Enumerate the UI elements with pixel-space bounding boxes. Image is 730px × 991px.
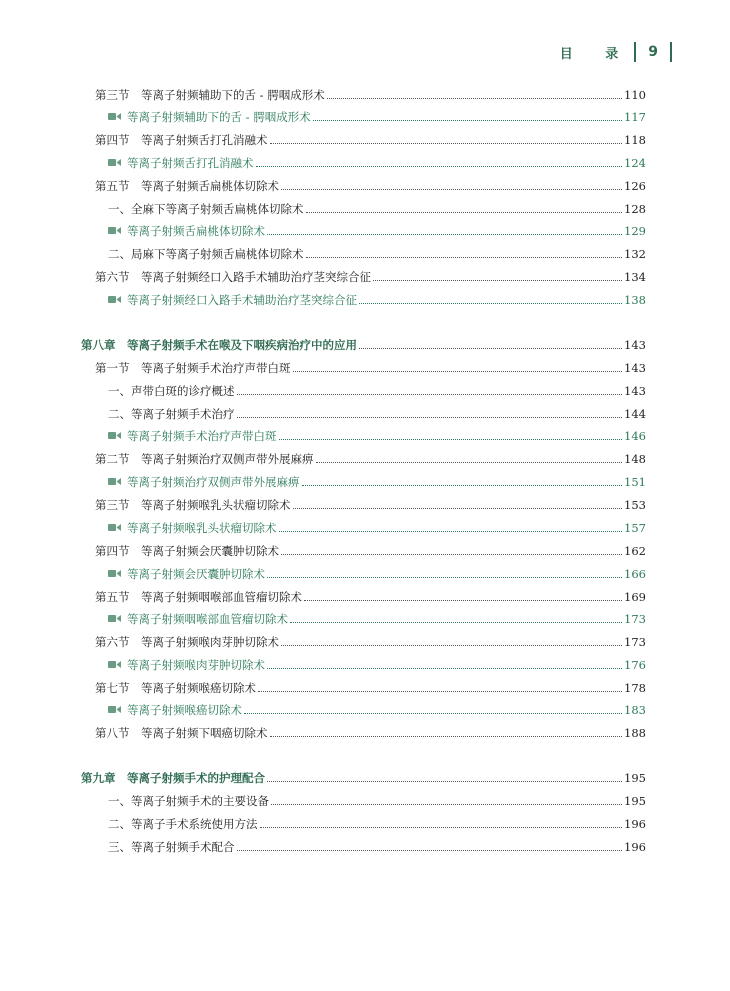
- toc-entry-page: 157: [624, 521, 646, 535]
- toc-entry[interactable]: [95, 357, 646, 375]
- toc-entry-page: 196: [624, 817, 646, 831]
- toc-entry-page: 143: [624, 384, 646, 398]
- toc-entry-page: 134: [624, 270, 646, 284]
- toc-entry[interactable]: [95, 631, 646, 649]
- dot-leader: [279, 439, 623, 440]
- dot-leader: [260, 827, 623, 828]
- video-icon: [108, 226, 121, 235]
- toc-entry-label: 第五节 等离子射频咽喉部血管瘤切除术: [95, 590, 302, 604]
- dot-leader: [256, 166, 623, 167]
- toc-entry-label: 等离子射频喉肉芽肿切除术: [127, 658, 265, 672]
- toc-entry[interactable]: [95, 175, 646, 193]
- toc-entry-page: 169: [624, 590, 646, 604]
- toc-entry-page: 144: [624, 407, 646, 421]
- dot-leader: [293, 371, 623, 372]
- toc-entry[interactable]: [108, 836, 646, 854]
- toc-entry-page: 138: [624, 293, 646, 307]
- toc-entry-page: 132: [624, 247, 646, 261]
- dot-leader: [279, 531, 623, 532]
- dot-leader: [293, 508, 623, 509]
- video-icon: [108, 614, 121, 623]
- toc-entry[interactable]: [108, 198, 646, 216]
- toc-entry-page: 183: [624, 703, 646, 717]
- toc-entry-label: 等离子射频手术治疗声带白斑: [127, 429, 277, 443]
- toc-entry-label: 一、全麻下等离子射频舌扁桃体切除术: [108, 202, 304, 216]
- toc-entry-label: 等离子射频喉癌切除术: [127, 703, 242, 717]
- dot-leader: [237, 850, 623, 851]
- toc-entry-page: 146: [624, 429, 646, 443]
- dot-leader: [244, 713, 622, 714]
- dot-leader: [271, 804, 622, 805]
- dot-leader: [267, 577, 622, 578]
- toc-entry-label: 第九章 等离子射频手术的护理配合: [81, 771, 265, 785]
- toc-video-entry[interactable]: [108, 289, 646, 307]
- toc-entry-page: 129: [624, 224, 646, 238]
- toc-entry-label: 第三节 等离子射频喉乳头状瘤切除术: [95, 498, 291, 512]
- header-title: 目 录: [559, 46, 633, 62]
- toc-entry[interactable]: [95, 540, 646, 558]
- dot-leader: [270, 736, 623, 737]
- dot-leader: [281, 554, 622, 555]
- toc-entry-label: 第六节 等离子射频经口入路手术辅助治疗茎突综合征: [95, 270, 371, 284]
- toc-chapter-entry[interactable]: [81, 767, 646, 785]
- toc-entry-label: 等离子射频舌扁桃体切除术: [127, 224, 265, 238]
- toc-video-entry[interactable]: [108, 471, 646, 489]
- toc-entry-page: 126: [624, 179, 646, 193]
- toc-entry[interactable]: [95, 84, 646, 102]
- dot-leader: [281, 645, 622, 646]
- toc-chapter-entry[interactable]: [81, 334, 646, 352]
- toc-entry-label: 二、局麻下等离子射频舌扁桃体切除术: [108, 247, 304, 261]
- toc-entry[interactable]: [95, 129, 646, 147]
- dot-leader: [290, 622, 622, 623]
- toc-entry-label: 等离子射频舌打孔消融术: [127, 156, 254, 170]
- toc-entry[interactable]: [95, 448, 646, 466]
- toc-entry-page: 178: [624, 681, 646, 695]
- dot-leader: [258, 691, 622, 692]
- dot-leader: [316, 462, 623, 463]
- toc-entry[interactable]: [95, 722, 646, 740]
- toc-entry-label: 第四节 等离子射频会厌囊肿切除术: [95, 544, 279, 558]
- toc-entry-label: 二、等离子手术系统使用方法: [108, 817, 258, 831]
- toc-video-entry[interactable]: [108, 608, 646, 626]
- toc-entry[interactable]: [95, 494, 646, 512]
- toc-video-entry[interactable]: [108, 563, 646, 581]
- page-header: [560, 40, 672, 64]
- video-icon: [108, 523, 121, 532]
- toc-entry-page: 195: [624, 771, 646, 785]
- toc-entry-label: 第六节 等离子射频喉肉芽肿切除术: [95, 635, 279, 649]
- toc-entry-label: 第二节 等离子射频治疗双侧声带外展麻痹: [95, 452, 314, 466]
- toc-entry-page: 151: [624, 475, 646, 489]
- toc-video-entry[interactable]: [108, 654, 646, 672]
- video-icon: [108, 477, 121, 486]
- video-icon: [108, 660, 121, 669]
- toc-entry[interactable]: [95, 266, 646, 284]
- toc-entry-label: 等离子射频辅助下的舌 - 腭咽成形术: [127, 110, 311, 124]
- toc-entry-label: 第八节 等离子射频下咽癌切除术: [95, 726, 268, 740]
- dot-leader: [306, 212, 623, 213]
- toc-entry-label: 一、等离子射频手术的主要设备: [108, 794, 269, 808]
- dot-leader: [237, 394, 623, 395]
- toc-entry-label: 三、等离子射频手术配合: [108, 840, 235, 854]
- dot-leader: [270, 143, 623, 144]
- toc-entry-page: 173: [624, 612, 646, 626]
- toc-entry-label: 二、等离子射频手术治疗: [108, 407, 235, 421]
- toc-entry-page: 173: [624, 635, 646, 649]
- toc-entry-page: 143: [624, 338, 646, 352]
- toc-entry[interactable]: [108, 380, 646, 398]
- dot-leader: [267, 781, 622, 782]
- toc-entry-page: 176: [624, 658, 646, 672]
- dot-leader: [359, 348, 622, 349]
- toc-entry-page: 110: [624, 88, 646, 102]
- video-icon: [108, 569, 121, 578]
- toc-entry[interactable]: [108, 403, 646, 421]
- toc-entry-page: 117: [624, 110, 646, 124]
- toc-entry-page: 118: [624, 133, 646, 147]
- dot-leader: [267, 668, 622, 669]
- toc-entry-label: 等离子射频咽喉部血管瘤切除术: [127, 612, 288, 626]
- video-icon: [108, 295, 121, 304]
- header-divider-right: [670, 42, 672, 62]
- toc-entry-label: 等离子射频经口入路手术辅助治疗茎突综合征: [127, 293, 357, 307]
- toc-entry-page: 153: [624, 498, 646, 512]
- toc-entry-label: 第八章 等离子射频手术在喉及下咽疾病治疗中的应用: [81, 338, 357, 352]
- toc-video-entry[interactable]: [108, 699, 646, 717]
- dot-leader: [327, 98, 622, 99]
- toc-video-entry[interactable]: [108, 220, 646, 238]
- toc-entry-page: 128: [624, 202, 646, 216]
- header-page-number: 9: [648, 44, 658, 60]
- dot-leader: [304, 600, 622, 601]
- toc-entry[interactable]: [108, 790, 646, 808]
- dot-leader: [359, 303, 622, 304]
- dot-leader: [237, 417, 623, 418]
- toc-entry-label: 第三节 等离子射频辅助下的舌 - 腭咽成形术: [95, 88, 325, 102]
- header-divider: [634, 42, 636, 62]
- toc-entry-page: 143: [624, 361, 646, 375]
- toc-entry-page: 166: [624, 567, 646, 581]
- toc-entry-page: 188: [624, 726, 646, 740]
- toc-entry-label: 等离子射频喉乳头状瘤切除术: [127, 521, 277, 535]
- toc-entry[interactable]: [108, 813, 646, 831]
- toc-entry-label: 一、声带白斑的诊疗概述: [108, 384, 235, 398]
- video-icon: [108, 158, 121, 167]
- toc-entry-label: 第七节 等离子射频喉癌切除术: [95, 681, 256, 695]
- toc-video-entry[interactable]: [108, 106, 646, 124]
- dot-leader: [313, 120, 622, 121]
- toc-entry-label: 第五节 等离子射频舌扁桃体切除术: [95, 179, 279, 193]
- toc-entry[interactable]: [95, 586, 646, 604]
- toc-entry-label: 第四节 等离子射频舌打孔消融术: [95, 133, 268, 147]
- toc-entry-label: 等离子射频会厌囊肿切除术: [127, 567, 265, 581]
- dot-leader: [267, 234, 622, 235]
- toc-video-entry[interactable]: [108, 152, 646, 170]
- toc-entry-page: 148: [624, 452, 646, 466]
- toc-entry-page: 124: [624, 156, 646, 170]
- toc-entry[interactable]: [108, 243, 646, 261]
- toc-entry-page: 195: [624, 794, 646, 808]
- dot-leader: [373, 280, 622, 281]
- video-icon: [108, 705, 121, 714]
- dot-leader: [281, 189, 622, 190]
- toc-entry[interactable]: [95, 677, 646, 695]
- dot-leader: [306, 257, 623, 258]
- dot-leader: [302, 485, 623, 486]
- toc-entry-label: 第一节 等离子射频手术治疗声带白斑: [95, 361, 291, 375]
- toc-video-entry[interactable]: [108, 517, 646, 535]
- toc-entry-page: 162: [624, 544, 646, 558]
- toc-video-entry[interactable]: [108, 425, 646, 443]
- toc-entry-page: 196: [624, 840, 646, 854]
- video-icon: [108, 431, 121, 440]
- video-icon: [108, 112, 121, 121]
- toc-entry-label: 等离子射频治疗双侧声带外展麻痹: [127, 475, 300, 489]
